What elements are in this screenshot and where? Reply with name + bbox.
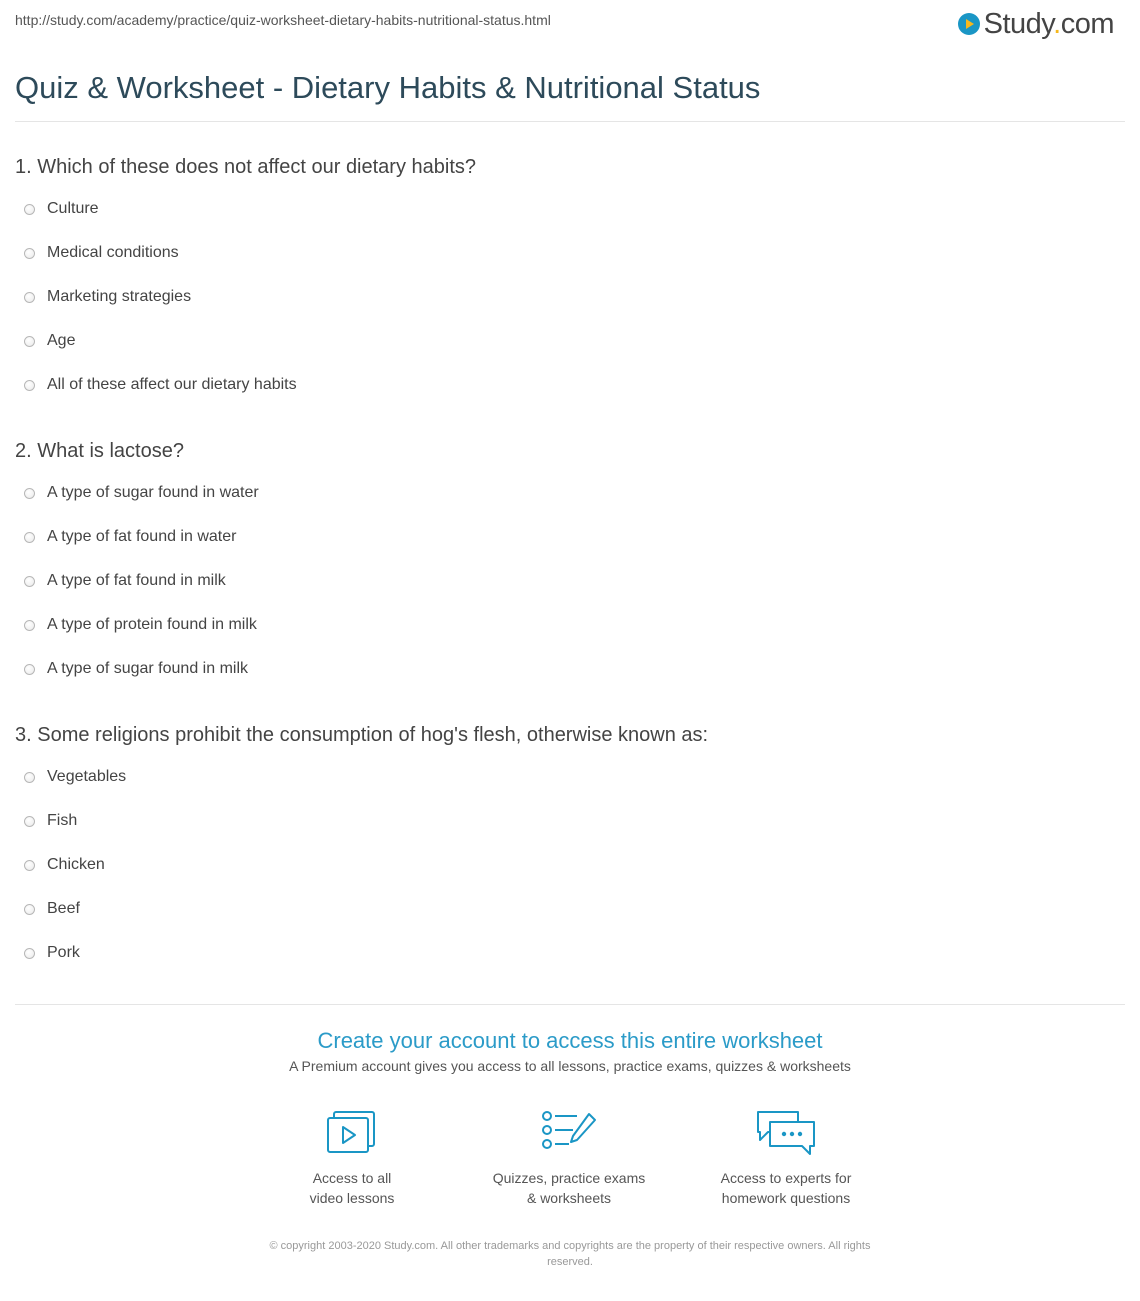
radio-button[interactable] — [24, 292, 35, 303]
feature-quizzes — [479, 1110, 659, 1208]
option-label: A type of sugar found in milk — [47, 660, 248, 677]
option-label: Marketing strategies — [47, 288, 192, 305]
option-label: Chicken — [47, 856, 105, 873]
option-label: A type of fat found in water — [47, 528, 237, 545]
radio-button[interactable] — [24, 904, 35, 915]
q2-option-3[interactable] — [24, 572, 226, 590]
option-label: Age — [47, 332, 76, 349]
create-account-link[interactable]: Create your account to access this entire worksheet — [317, 1028, 823, 1053]
q3-option-3[interactable] — [24, 856, 105, 874]
chat-bubbles-icon — [696, 1110, 876, 1158]
option-label: A type of fat found in milk — [47, 572, 226, 589]
feature-video-lessons — [262, 1110, 442, 1208]
radio-button[interactable] — [24, 948, 35, 959]
feature-caption-line1: Access to all — [312, 1170, 392, 1186]
divider — [15, 1004, 1125, 1005]
radio-button[interactable] — [24, 248, 35, 259]
radio-button[interactable] — [24, 532, 35, 543]
divider — [15, 121, 1125, 122]
q1-option-2[interactable] — [24, 244, 179, 262]
option-label: Pork — [47, 944, 80, 961]
feature-caption-line2: homework questions — [721, 1190, 851, 1206]
option-label: Vegetables — [47, 768, 127, 785]
q1-option-1[interactable] — [24, 200, 99, 218]
q2-option-1[interactable] — [24, 484, 259, 502]
feature-caption-line1: Access to experts for — [720, 1170, 852, 1186]
radio-button[interactable] — [24, 620, 35, 631]
option-label: Beef — [47, 900, 80, 917]
q1-option-5[interactable] — [24, 376, 297, 394]
radio-button[interactable] — [24, 336, 35, 347]
logo-dot: . — [1053, 7, 1061, 40]
q2-option-4[interactable] — [24, 616, 257, 634]
radio-button[interactable] — [24, 204, 35, 215]
copyright-notice — [210, 1238, 930, 1270]
radio-button[interactable] — [24, 860, 35, 871]
page-title: Quiz & Worksheet - Dietary Habits & Nutritional Status — [15, 70, 761, 105]
radio-button[interactable] — [24, 772, 35, 783]
question-3: 3. Some religions prohibit the consumption of hog's flesh, otherwise known as: — [15, 724, 709, 746]
option-label: All of these affect our dietary habits — [47, 376, 297, 393]
radio-button[interactable] — [24, 664, 35, 675]
study-logo[interactable] — [958, 8, 1114, 40]
radio-button[interactable] — [24, 576, 35, 587]
option-label: A type of protein found in milk — [47, 616, 257, 633]
page-url: http://study.com/academy/practice/quiz-worksheet-dietary-habits-nutritional-status.html — [15, 12, 551, 28]
option-label: Culture — [47, 200, 99, 217]
q2-option-2[interactable] — [24, 528, 236, 546]
option-label: A type of sugar found in water — [47, 484, 259, 501]
q2-option-5[interactable] — [24, 660, 248, 678]
feature-experts — [696, 1110, 876, 1208]
question-2: 2. What is lactose? — [15, 440, 184, 462]
feature-caption-line2: video lessons — [309, 1190, 395, 1206]
q1-option-4[interactable] — [24, 332, 75, 350]
q3-option-2[interactable] — [24, 812, 77, 830]
video-lessons-icon — [262, 1110, 442, 1158]
question-1: 1. Which of these does not affect our dietary habits? — [15, 156, 477, 178]
play-logo-icon — [958, 13, 980, 35]
copyright-line2: reserved. — [547, 1256, 593, 1268]
q1-option-3[interactable] — [24, 288, 191, 306]
q3-option-5[interactable] — [24, 944, 80, 962]
radio-button[interactable] — [24, 380, 35, 391]
logo-text: Study — [983, 7, 1054, 40]
q3-option-1[interactable] — [24, 768, 126, 786]
premium-description: A Premium account gives you access to all lessons, practice exams, quizzes & worksheets — [289, 1058, 851, 1074]
radio-button[interactable] — [24, 816, 35, 827]
logo-suffix: com — [1060, 7, 1114, 40]
option-label: Fish — [47, 812, 78, 829]
q3-option-4[interactable] — [24, 900, 80, 918]
option-label: Medical conditions — [47, 244, 179, 261]
feature-caption-line2: & worksheets — [526, 1190, 612, 1206]
radio-button[interactable] — [24, 488, 35, 499]
copyright-line1: © copyright 2003-2020 Study.com. All other trademarks and copyrights are the property of their respective owners. All rights — [269, 1240, 871, 1252]
quiz-checklist-icon — [479, 1110, 659, 1158]
feature-caption-line1: Quizzes, practice exams — [492, 1170, 646, 1186]
